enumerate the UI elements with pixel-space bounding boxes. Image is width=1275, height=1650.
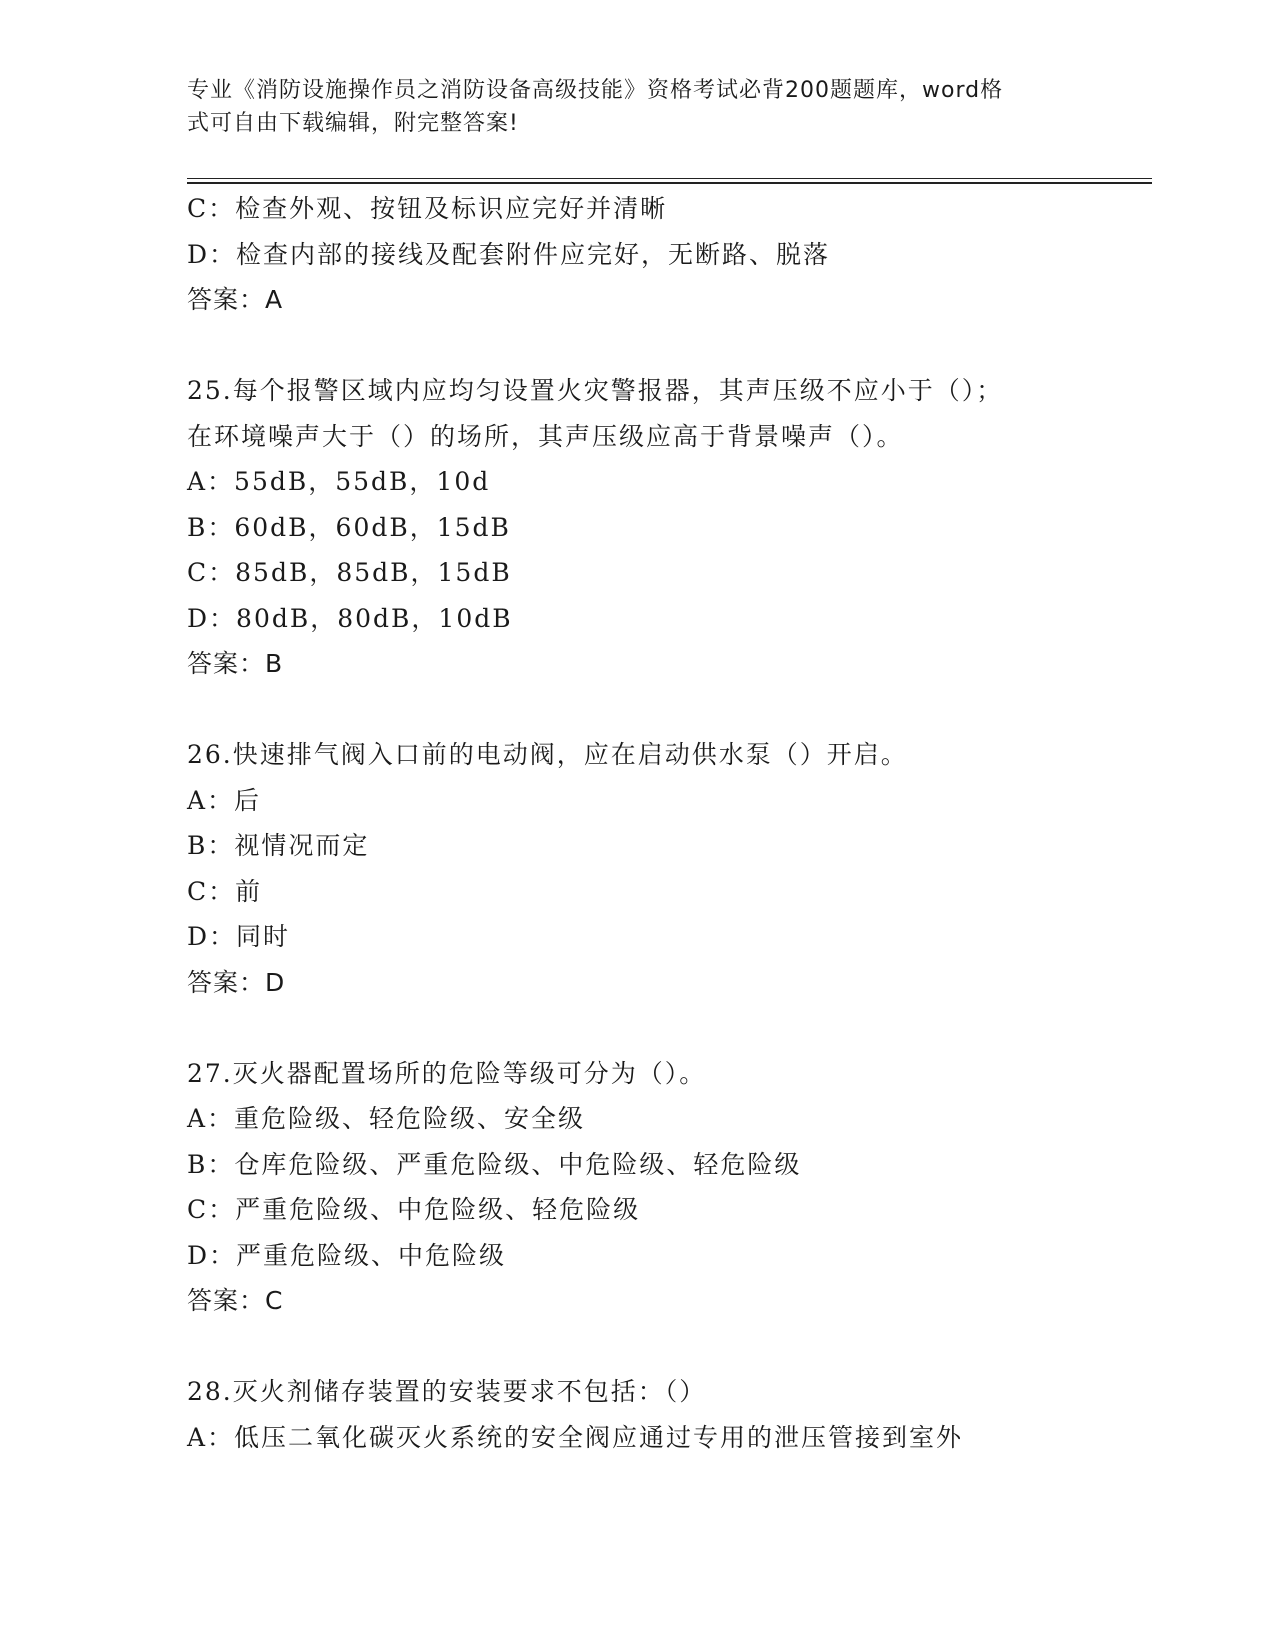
header-line-2: 式可自由下载编辑，附完整答案! [187,111,519,136]
q25-answer: 答案：B [187,649,284,678]
q27-option-d: D：严重危险级、中危险级 [187,1240,507,1270]
header-line-1: 专业《消防设施操作员之消防设备高级技能》资格考试必背200题题库，word格 [187,78,1004,103]
q26-option-a: A：后 [187,785,262,815]
spacer [187,1324,1152,1370]
document-body [187,186,1152,1460]
q26-stem-line-1: 26.快速排气阀入口前的电动阀，应在启动供水泵（）开启。 [187,740,908,769]
q26-answer: 答案：D [187,967,286,997]
prev-answer: 答案：A [187,285,284,314]
q26-option-c: C：前 [187,876,263,906]
q27-stem-line-1: 27.灭火器配置场所的危险等级可分为（）。 [187,1058,707,1088]
q27-option-a: A：重危险级、轻危险级、安全级 [187,1104,586,1133]
q25-option-d: D：80dB，80dB，10dB [187,603,513,633]
q26-option-d: D：同时 [187,922,291,951]
q25-stem-line-1: 25.每个报警区域内应均匀设置火灾警报器，其声压级不应小于（）； [187,376,1004,405]
prev-option-c: C：检查外观、按钮及标识应完好并清晰 [187,194,668,223]
q25-option-b: B：60dB，60dB，15dB [187,512,511,542]
q27-option-c: C：严重危险级、中危险级、轻危险级 [187,1195,641,1224]
header-rule-thick [187,182,1152,184]
q28-stem-line-1: 28.灭火剂储存装置的安装要求不包括：（） [187,1377,707,1406]
q28-option-a: A：低压二氧化碳灭火系统的安全阀应通过专用的泄压管接到室外 [187,1422,964,1452]
q26-option-b: B：视情况而定 [187,831,370,860]
q25-stem-line-2: 在环境噪声大于（）的场所，其声压级应高于背景噪声（）。 [187,421,904,451]
q27-answer: 答案：C [187,1286,284,1315]
prev-option-d: D：检查内部的接线及配套附件应完好，无断路、脱落 [187,239,831,269]
q25-option-c: C：85dB，85dB，15dB [187,558,512,587]
spacer [187,1005,1152,1051]
document-header [187,74,1067,140]
header-rule-thin [187,178,1152,179]
q27-option-b: B：仓库危险级、严重危险级、中危险级、轻危险级 [187,1149,802,1179]
q25-option-a: A：55dB，55dB，10d [187,467,491,496]
spacer [187,323,1152,369]
spacer [187,687,1152,733]
